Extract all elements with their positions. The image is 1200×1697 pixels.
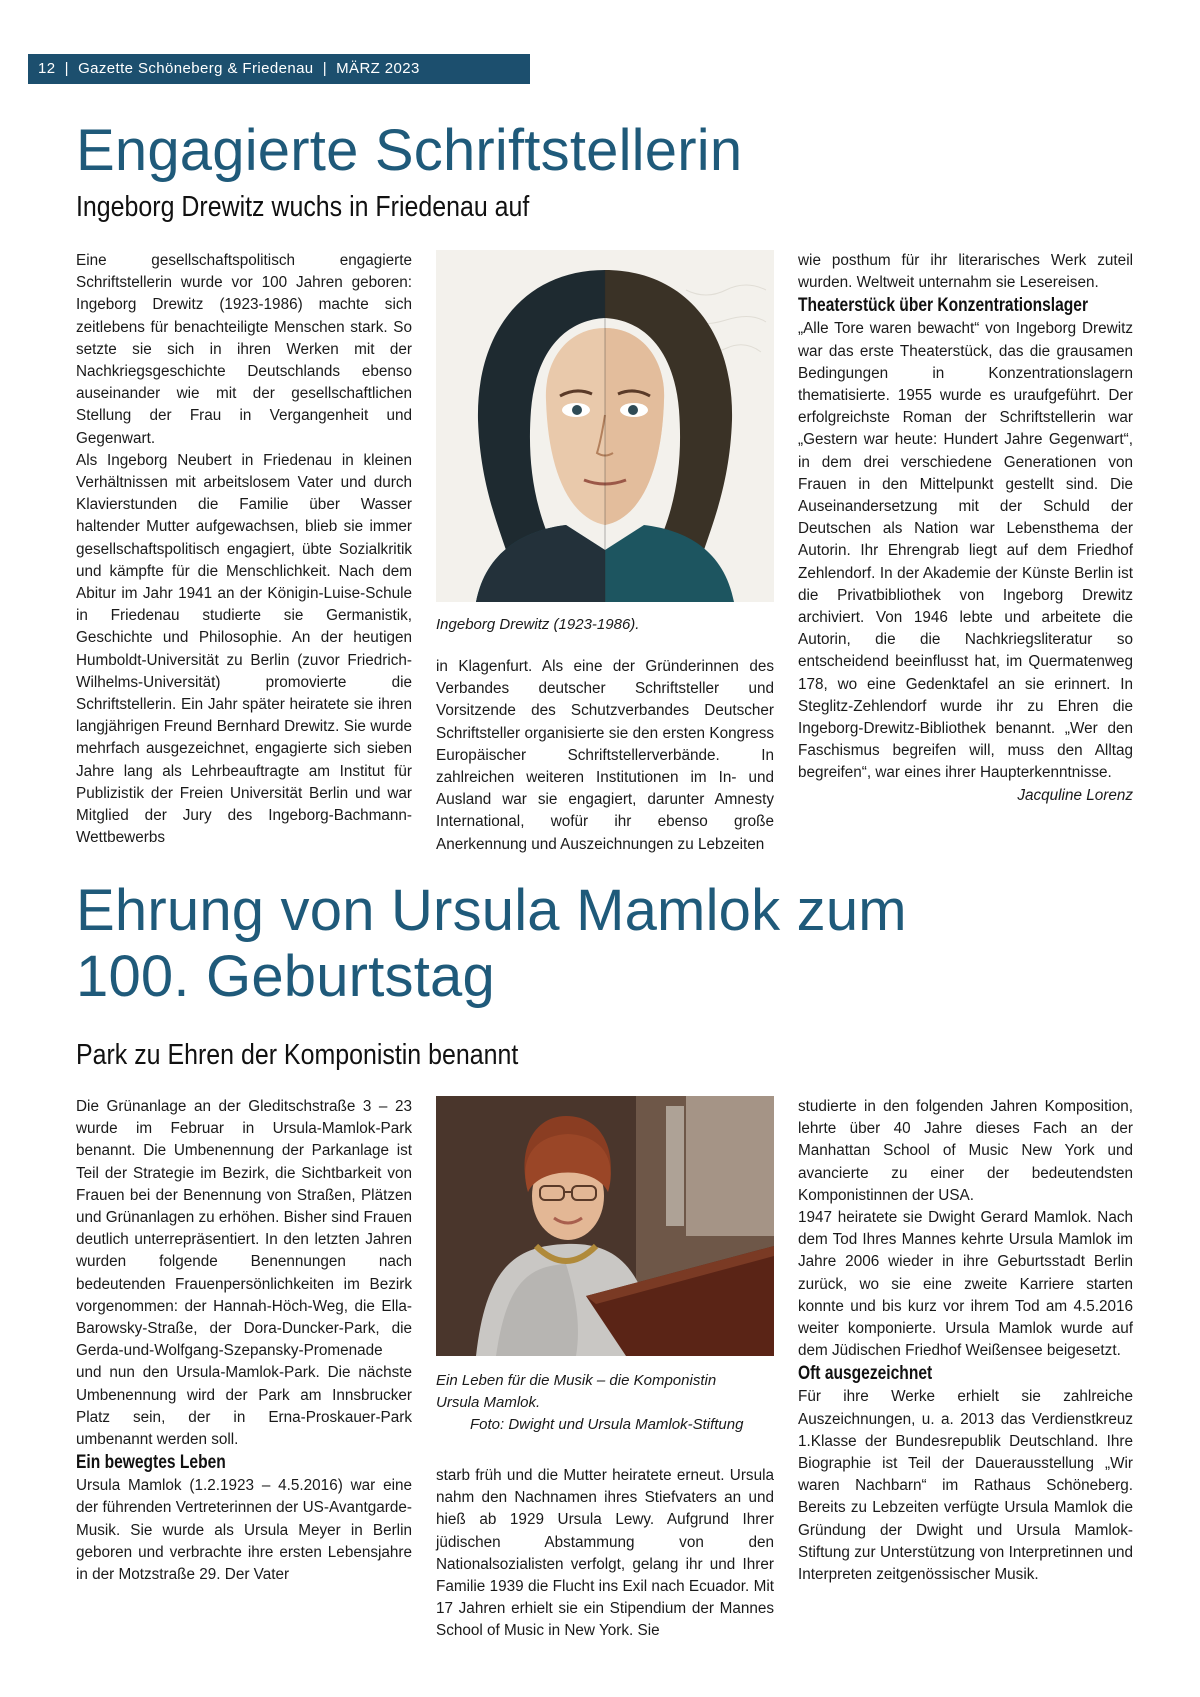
article1-column-1	[76, 250, 412, 849]
issue-date: MÄRZ 2023	[336, 60, 420, 77]
article2-paragraph: 1947 heiratete sie Dwight Gerard Mamlok. Nach dem Tod Ihres Mannes kehrte Ursula Mamlok im Jahre 2006 wieder in ihre Geburtsstadt Berlin zurück, wo sie eine zweite Karriere starten konnte und bis kurz vor ihrem Tod am 4.5.2016 weiter komponierte. Ursula Mamlok wurde auf dem Jüdischen Friedhof Weißensee beigesetzt.	[798, 1209, 1133, 1360]
caption-line: Ursula Mamlok.	[436, 1394, 541, 1411]
article1-paragraph: Als Ingeborg Neubert in Friedenau in kleinen Verhältnissen mit arbeitslosem Vater und durch Klavierstunden die Familie über Wasser haltender Mutter aufgewachsen, blieb sie immer gesellschaftspolitisch engagiert, übte Sozialkritik und kämpfte für die Menschlichkeit. Nach dem Abitur im Jahr 1941 an der Königin-Luise-Schule in Friedenau studierte sie Germanistik, Geschichte und Philosophie. An der heutigen Humboldt-Universität zu Berlin (zuvor Friedrich-Wilhelms-Universität) promovierte die Schriftstellerin. Ein Jahr später heiratete sie ihren langjährigen Freund Bernhard Drewitz. Sie wurde mehrfach ausgezeichnet, engagierte sich sieben Jahre lang als Lehrbeauftragte am Institut für Publizistik der Freien Universität Berlin und war Mitglied der Jury des Ingeborg-Bachmann-Wettbewerbs	[76, 451, 412, 847]
article1-paragraph: wie posthum für ihr literarisches Werk zuteil wurden. Weltweit unternahm sie Lesereisen.	[798, 252, 1133, 292]
article2-image-caption	[436, 1370, 774, 1436]
page-header	[38, 58, 420, 80]
article2-section-heading: Oft ausgezeichnet	[798, 1363, 933, 1385]
caption-line: Ein Leben für die Musik – die Komponistin	[436, 1372, 717, 1389]
article1-paragraph: Eine gesellschaftspolitisch engagierte Schriftstellerin wurde vor 100 Jahren geboren: Ingeborg Drewitz (1923-1986) machte sich zeitlebens für benachteiligte Menschen stark. So setzte sie sich in ihren Werken mit der Nachkriegsgeschichte Deutschlands ebenso auseinander wie mit der gesellschaftlichen Stellung der Frau in Vergangenheit und Gegenwart.	[76, 252, 412, 447]
article1-paragraph: „Alle Tore waren bewacht“ von Ingeborg Drewitz war das erste Theaterstück, das die grausamen Bedingungen in Konzentrationslagern thematisierte. 1955 wurde es uraufgeführt. Der erfolgreichste Roman der Schriftstellerin war „Gestern war heute: Hundert Jahre Gegenwart“, in dem drei verschiedene Generationen von Frauen in den Mittelpunkt gestellt sind. Die Auseinandersetzung mit der Schuld der Deutschen als Nation war Lebensthema der Autorin. Ihr Ehrengrab liegt auf dem Friedhof Zehlendorf. In der Akademie der Künste Berlin ist die Privatbibliothek von Ingeborg Drewitz archiviert. Von 1946 lebte und arbeitete die Autorin, die die Nachkriegsliteratur so entscheidend beeinflusst hat, im Quermatenweg 178, wo eine Gedenktafel an sie erinnert. In Steglitz-Zehlendorf wurde ihr zu Ehren die Ingeborg-Drewitz-Bibliothek benannt. „Wer den Faschismus begreifen will, muss den Alltag begreifen“, war eines ihrer Haupterkenntnisse.	[798, 320, 1133, 782]
photo-ursula-mamlok	[436, 1096, 774, 1356]
portrait-illustration	[436, 250, 774, 602]
photo-illustration	[436, 1096, 774, 1356]
article2-section-heading: Ein bewegtes Leben	[76, 1452, 226, 1474]
article1-paragraph: in Klagenfurt. Als eine der Gründerinnen des Verbandes deutscher Schriftsteller und Vorsitzende des Schutzverbandes Deutscher Schriftsteller organisierte sie den ersten Kongress Europäischer Schriftstellerverbände. In zahlreichen weiteren Institutionen im In- und Ausland war sie engagiert, darunter Amnesty International, wofür ihr ebenso große Anerkennung und Auszeichnungen zu Lebzeiten	[436, 658, 774, 853]
article1-title: Engagierte Schriftstellerin	[76, 118, 743, 183]
article2-title: Ehrung von Ursula Mamlok zum 100. Geburtstag	[76, 878, 907, 1009]
article2-paragraph: studierte in den folgenden Jahren Komposition, lehrte über 40 Jahre dieses Fach an der Manhattan School of Music New York und avancierte zu einer der bedeutendsten Komponistinnen der USA.	[798, 1098, 1133, 1204]
article1-subtitle: Ingeborg Drewitz wuchs in Friedenau auf	[76, 191, 530, 223]
article1-column-3	[798, 250, 1133, 807]
article2-paragraph: starb früh und die Mutter heiratete erneut. Ursula nahm den Nachnamen ihres Stiefvaters an und hieß ab 1929 Ursula Lewy. Aufgrund Ihrer jüdischen Abstammung von den Nationalsozialisten verfolgt, gelang ihr und Ihrer Familie 1939 die Flucht ins Exil nach Ecuador. Mit 17 Jahren erhielt sie ein Stipendium der Mannes School of Music in New York. Sie	[436, 1467, 774, 1640]
article2-paragraph: Für ihre Werke erhielt sie zahlreiche Auszeichnungen, u. a. 2013 das Verdienstkreuz 1.Klasse der Bundesrepublik Deutschland. Ihre Biographie ist Teil der Dauerausstellung „Wir waren Nachbarn“ im Rathaus Schöneberg. Bereits zu Lebzeiten verfügte Ursula Mamlok die Gründung der Dwight und Ursula Mamlok-Stiftung zur Unterstützung von Interpretinnen und Interpreten zeitgenössischer Musik.	[798, 1388, 1133, 1584]
article2-paragraph: Die Grünanlage an der Gleditschstraße 3 – 23 wurde im Februar in Ursula-Mamlok-Park benannt. Die Umbenennung der Parkanlage ist Teil der Strategie im Bezirk, die Sichtbarkeit von Frauen bei der Benennung von Straßen, Plätzen und Grünanlagen zu erhöhen. Bisher sind Frauen deutlich unterrepräsentiert. In den letzten Jahren wurden folgende Benennungen nach bedeutenden Frauenpersönlichkeiten im Bezirk vorgenommen: der Hannah-Höch-Weg, die Ella-Barowsky-Straße, der Dora-Duncker-Park, die Gerda-und-Wolfgang-Szepansky-Promenade und nun den Ursula-Mamlok-Park. Die nächste Umbenennung wird der Park am Innsbrucker Platz sein, der in Erna-Proskauer-Park umbenannt werden soll.	[76, 1098, 412, 1449]
article1-author: Jacquline Lorenz	[1017, 786, 1133, 804]
article2-paragraph: Ursula Mamlok (1.2.1923 – 4.5.2016) war eine der führenden Vertreterinnen der US-Avantgarde-Musik. Sie wurde als Ursula Meyer in Berlin geboren und verbrachte ihre ersten Lebensjahre in der Motzstraße 29. Der Vater	[76, 1477, 412, 1584]
article2-subtitle: Park zu Ehren der Komponistin benannt	[76, 1039, 519, 1071]
publication-name: Gazette Schöneberg & Friedenau	[78, 60, 314, 77]
page-number: 12	[38, 60, 56, 77]
portrait-ingeborg-drewitz	[436, 250, 774, 602]
header-separator: |	[64, 60, 69, 77]
header-separator: |	[322, 60, 327, 77]
article1-section-heading: Theaterstück über Konzentrationslager	[798, 295, 1089, 317]
article1-image-caption: Ingeborg Drewitz (1923-1986).	[436, 616, 640, 633]
article1-column-2	[436, 656, 774, 856]
article2-column-1	[76, 1096, 412, 1586]
article2-column-2	[436, 1465, 774, 1643]
photo-credit: Foto: Dwight und Ursula Mamlok-Stiftung	[470, 1416, 744, 1433]
article2-column-3	[798, 1096, 1133, 1586]
